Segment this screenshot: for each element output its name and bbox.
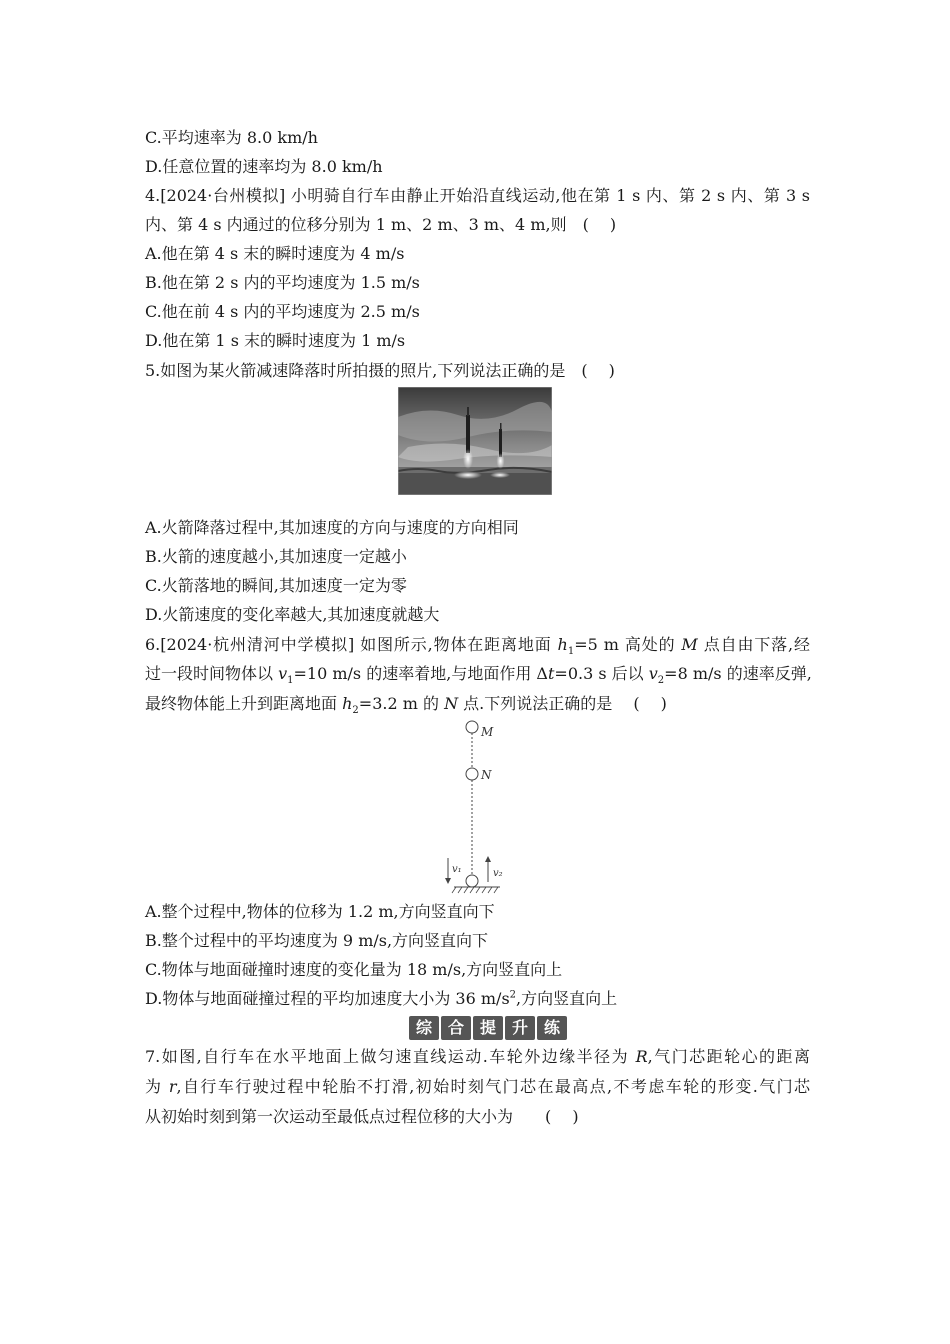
label-m: M xyxy=(481,725,494,739)
banner-char: 提 xyxy=(473,1016,503,1040)
banner-char: 升 xyxy=(505,1016,535,1040)
q3-option-d: D.任意位置的速率均为 8.0 km/h xyxy=(145,157,383,176)
q6-stem-line2: 过一段时间物体以 $v_1=10$ m/s 的速率着地,与地面作用 Δt=0.3 s 后以 $v_2=8$ m/s 的速率反弹, xyxy=(145,664,812,687)
q4-option-d: D.他在第 1 s 末的瞬时速度为 1 m/s xyxy=(145,331,406,350)
banner-char: 练 xyxy=(537,1016,567,1040)
q6-stem-line1: 6.[2024·杭州清河中学模拟] 如图所示,物体在距离地面 $h_1=5$ m 高处的 M 点自由下落,经 xyxy=(145,635,810,658)
q4-option-c: C.他在前 4 s 内的平均速度为 2.5 m/s xyxy=(145,302,420,321)
q6-option-b: B.整个过程中的平均速度为 9 m/s,方向竖直向下 xyxy=(145,931,489,950)
label-v2: v₂ xyxy=(493,868,503,879)
ball-at-n xyxy=(466,768,478,780)
q4-stem-line2: 内、第 4 s 内通过的位移分别为 1 m、2 m、3 m、4 m,则 ( ) xyxy=(145,215,617,234)
ball-at-ground xyxy=(466,875,478,887)
q7-stem-line3: 从初始时刻到第一次运动至最低点过程位移的大小为 ( ) xyxy=(145,1107,579,1126)
label-n: N xyxy=(481,768,492,782)
ball-at-m xyxy=(466,721,478,733)
q3-option-c: C.平均速率为 8.0 km/h xyxy=(145,128,318,147)
falling-ball-diagram xyxy=(438,716,510,896)
q5-option-b: B.火箭的速度越小,其加速度一定越小 xyxy=(145,547,407,566)
v2-arrow-up xyxy=(485,856,491,882)
section-banner xyxy=(409,1016,567,1040)
ground-hatch xyxy=(452,887,498,893)
q6-stem-line3: 最终物体能上升到距离地面 $h_2=3.2$ m 的 N 点.下列说法正确的是 ( ) xyxy=(145,694,667,717)
q6-option-a: A.整个过程中,物体的位移为 1.2 m,方向竖直向下 xyxy=(145,902,495,921)
q4-option-b: B.他在第 2 s 内的平均速度为 1.5 m/s xyxy=(145,273,420,292)
q5-option-d: D.火箭速度的变化率越大,其加速度就越大 xyxy=(145,605,440,624)
q4-stem-line1: 4.[2024·台州模拟] 小明骑自行车由静止开始沿直线运动,他在第 1 s 内、第 2 s 内、第 3 s xyxy=(145,186,810,205)
rocket-landing-photo xyxy=(398,387,552,495)
q5-stem: 5.如图为某火箭减速降落时所拍摄的照片,下列说法正确的是 ( ) xyxy=(145,361,615,380)
q7-stem-line1: 7.如图,自行车在水平地面上做匀速直线运动.车轮外边缘半径为 R,气门芯距轮心的距离 xyxy=(145,1047,810,1066)
q6-option-c: C.物体与地面碰撞时速度的变化量为 18 m/s,方向竖直向上 xyxy=(145,960,563,979)
label-v1: v₁ xyxy=(452,864,462,875)
q4-option-a: A.他在第 4 s 末的瞬时速度为 4 m/s xyxy=(145,244,405,263)
banner-char: 综 xyxy=(409,1016,439,1040)
banner-char: 合 xyxy=(441,1016,471,1040)
q6-option-d: D.物体与地面碰撞过程的平均加速度大小为 36 $m/s^2$,方向竖直向上 xyxy=(145,989,618,1008)
q5-option-a: A.火箭降落过程中,其加速度的方向与速度的方向相同 xyxy=(145,518,519,537)
q5-option-c: C.火箭落地的瞬间,其加速度一定为零 xyxy=(145,576,407,595)
q7-stem-line2: 为 r,自行车行驶过程中轮胎不打滑,初始时刻气门芯在最高点,不考虑车轮的形变.气门芯 xyxy=(145,1077,810,1096)
v1-arrow-down xyxy=(445,858,451,884)
